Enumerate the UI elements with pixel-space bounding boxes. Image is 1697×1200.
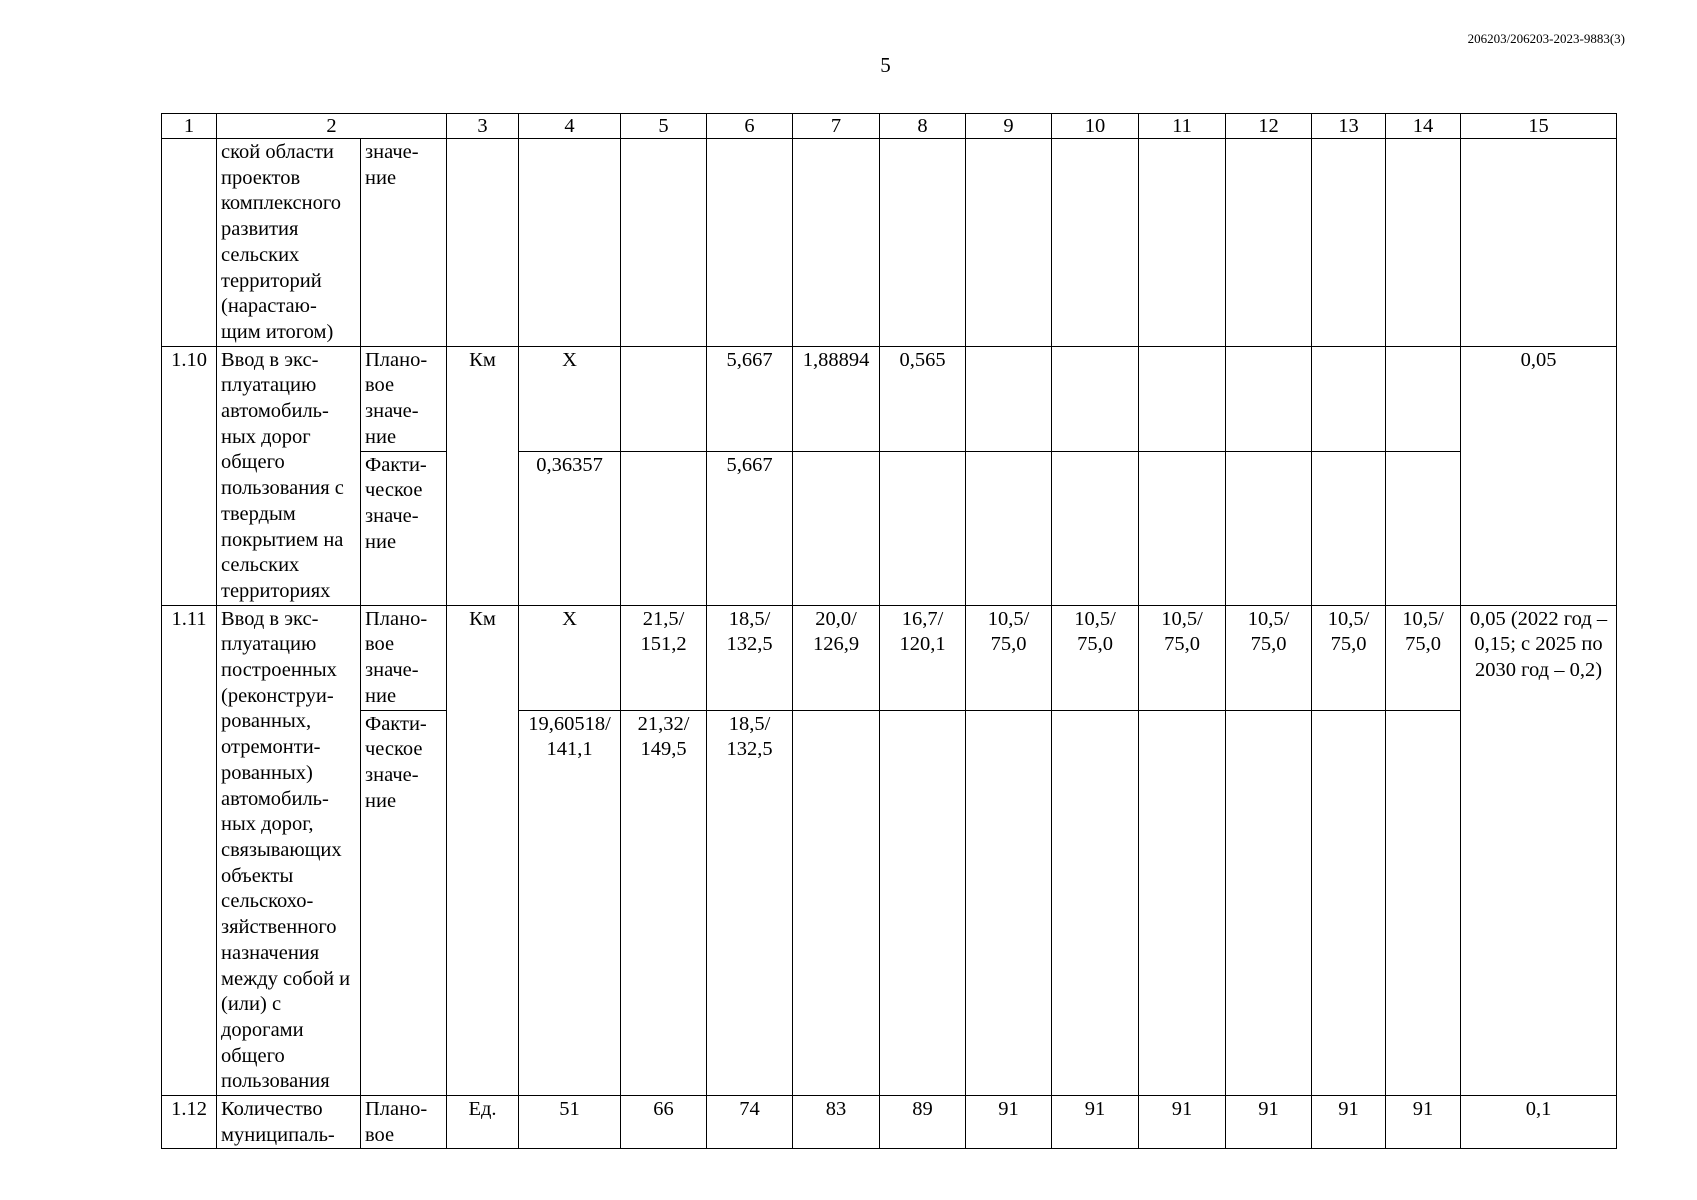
- plan-value: 91: [1312, 1096, 1386, 1149]
- plan-value: 91: [1052, 1096, 1139, 1149]
- fact-value: [1226, 710, 1312, 1095]
- plan-value: 10,5/ 75,0: [1226, 605, 1312, 710]
- plan-value: [966, 346, 1052, 451]
- value-type: Факти-ческое значе-ние: [361, 710, 447, 1095]
- column-number-row: [162, 114, 1617, 139]
- fact-value: 5,667: [707, 451, 793, 605]
- fact-value: [1312, 710, 1386, 1095]
- column-number: 13: [1312, 114, 1386, 139]
- indicator-name: ской области проектов комплексного развития сельских территорий (нарастаю-щим итогом): [217, 139, 361, 347]
- row-number: 1.10: [162, 346, 217, 605]
- plan-value: [1226, 346, 1312, 451]
- column-number: 11: [1139, 114, 1226, 139]
- table-row: [162, 605, 1617, 710]
- plan-value: 0,565: [880, 346, 966, 451]
- column-number: 4: [519, 114, 621, 139]
- plan-value: [1386, 346, 1461, 451]
- fact-value: [793, 451, 880, 605]
- table-row: [162, 710, 1617, 1095]
- plan-value: 51: [519, 1096, 621, 1149]
- column-number: 7: [793, 114, 880, 139]
- row-number: 1.12: [162, 1096, 217, 1149]
- indicator-name: Ввод в экс-плуатацию автомобиль-ных дорог общего пользования с твердым покрытием на сельских территориях: [217, 346, 361, 605]
- fact-value: 19,60518/ 141,1: [519, 710, 621, 1095]
- fact-value: [880, 710, 966, 1095]
- column-number: 14: [1386, 114, 1461, 139]
- weight-coefficient: 0,1: [1461, 1096, 1617, 1149]
- column-number: 12: [1226, 114, 1312, 139]
- plan-value: 21,5/ 151,2: [621, 605, 707, 710]
- column-number: 15: [1461, 114, 1617, 139]
- table-row: [162, 451, 1617, 605]
- plan-value: 10,5/ 75,0: [966, 605, 1052, 710]
- column-number: 3: [447, 114, 519, 139]
- plan-value: X: [519, 346, 621, 451]
- plan-value: 20,0/ 126,9: [793, 605, 880, 710]
- column-number: 2: [217, 114, 447, 139]
- fact-value: [1386, 710, 1461, 1095]
- plan-value: 18,5/ 132,5: [707, 605, 793, 710]
- plan-value: 16,7/ 120,1: [880, 605, 966, 710]
- indicators-table: [161, 113, 1617, 1149]
- page-number: 5: [880, 53, 891, 77]
- plan-value: 1,88894: [793, 346, 880, 451]
- fact-value: [793, 710, 880, 1095]
- plan-value: 10,5/ 75,0: [1312, 605, 1386, 710]
- value-type: Плано-вое значе-ние: [361, 346, 447, 451]
- plan-value: 74: [707, 1096, 793, 1149]
- fact-value: [1139, 710, 1226, 1095]
- value-type: значе-ние: [361, 139, 447, 347]
- fact-value: [1139, 451, 1226, 605]
- plan-value: 91: [1139, 1096, 1226, 1149]
- weight-coefficient: 0,05 (2022 год – 0,15; с 2025 по 2030 год – 0,2): [1461, 605, 1617, 1095]
- value-type: Плано-вое значе-ние: [361, 605, 447, 710]
- plan-value: 10,5/ 75,0: [1386, 605, 1461, 710]
- indicator-name: Количество муниципаль-: [217, 1096, 361, 1149]
- unit: Ед.: [447, 1096, 519, 1149]
- plan-value: 10,5/ 75,0: [1139, 605, 1226, 710]
- value-type: Плано-вое: [361, 1096, 447, 1149]
- fact-value: 21,32/ 149,5: [621, 710, 707, 1095]
- plan-value: [1139, 346, 1226, 451]
- row-number: 1.11: [162, 605, 217, 1095]
- fact-value: [621, 451, 707, 605]
- unit: Км: [447, 605, 519, 1095]
- fact-value: [966, 710, 1052, 1095]
- fact-value: [1226, 451, 1312, 605]
- fact-value: 0,36357: [519, 451, 621, 605]
- table-row: [162, 346, 1617, 451]
- plan-value: [621, 346, 707, 451]
- column-number: 6: [707, 114, 793, 139]
- weight-coefficient: 0,05: [1461, 346, 1617, 605]
- plan-value: 83: [793, 1096, 880, 1149]
- fact-value: 18,5/ 132,5: [707, 710, 793, 1095]
- plan-value: X: [519, 605, 621, 710]
- fact-value: [1312, 451, 1386, 605]
- plan-value: 91: [1226, 1096, 1312, 1149]
- document-id: 206203/206203-2023-9883(3): [1467, 31, 1625, 46]
- fact-value: [880, 451, 966, 605]
- plan-value: 66: [621, 1096, 707, 1149]
- plan-value: 91: [966, 1096, 1052, 1149]
- column-number: 1: [162, 114, 217, 139]
- fact-value: [1386, 451, 1461, 605]
- indicator-name: Ввод в экс-плуатацию построенных (реконструи-рованных, отремонти-рованных) автомобиль-ных дорог, связывающих объекты сельскохо-зяйственного назначения между собой и (или) с дорогами общего пользования: [217, 605, 361, 1095]
- plan-value: [1312, 346, 1386, 451]
- table-row: [162, 1096, 1617, 1149]
- plan-value: 5,667: [707, 346, 793, 451]
- value-type: Факти-ческое значе-ние: [361, 451, 447, 605]
- plan-value: 89: [880, 1096, 966, 1149]
- column-number: 9: [966, 114, 1052, 139]
- fact-value: [1052, 710, 1139, 1095]
- plan-value: [1052, 346, 1139, 451]
- unit: Км: [447, 346, 519, 605]
- table-row: [162, 139, 1617, 347]
- plan-value: 91: [1386, 1096, 1461, 1149]
- plan-value: 10,5/ 75,0: [1052, 605, 1139, 710]
- fact-value: [966, 451, 1052, 605]
- fact-value: [1052, 451, 1139, 605]
- column-number: 5: [621, 114, 707, 139]
- column-number: 10: [1052, 114, 1139, 139]
- column-number: 8: [880, 114, 966, 139]
